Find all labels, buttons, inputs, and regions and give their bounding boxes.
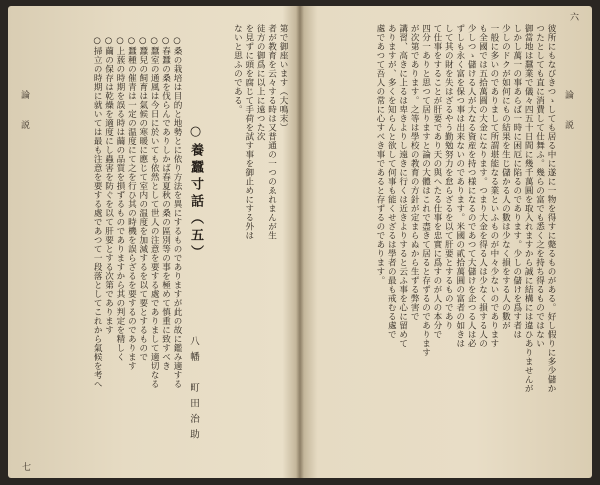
- text-line: 御當地は蠶業で儀々四五十日間に幾千萬圓を取入れますから誠に結構には違ひありませんが: [523, 24, 534, 393]
- text-line: て仕事をすることが肝要であり天の與へたる仕事を忠實に爲すのが人の本分で: [431, 24, 442, 339]
- text-line: 四分一ありと思つて居りますと論の大體はこれで盡きて居ると存ずるのであります: [420, 24, 431, 357]
- right-page-body: [314, 24, 556, 464]
- text-line: ○春蠶の桑を伐らんでありしかば春夏秋の桑の區別等の事を極めて慎重に致すべき: [160, 36, 171, 371]
- book-spread: [8, 6, 592, 478]
- left-page-preceding-text: [208, 24, 288, 244]
- text-line: 少しつゝ儲ける人が大なる資産を持つ様になるのであつて大儲けを企つる人は必: [466, 24, 477, 348]
- text-line: ○蠶種の催青は一定の温度にて之を行ひ其の時機を誤らざるを要するのであります: [126, 36, 137, 371]
- left-page: [8, 6, 300, 478]
- text-line: しかし萬一の事あらば一時に困厄に陷るのであります。少しの儲けを爲す者は: [511, 24, 522, 339]
- text-line: ずしも永く富を保つ事は出来ないのであります。米國の貳拾萬圓の富者の如きは: [454, 24, 465, 348]
- text-line: 者が教育を云々する時は又普通の一つのゑれまんが生徒方の御爲に以上に遠つた次: [255, 24, 277, 240]
- text-line: して其の財を失はざるやう勤勉努力を怠らざるを以て肝要とするものであり: [443, 24, 454, 330]
- article-title: ○養蠶寸話（五）: [188, 124, 203, 262]
- text-line: つたとしても直に消費して仕舞ふ。幾らの富でも悉く之を持ち得るものではない: [534, 24, 545, 348]
- text-line: も全國では五拾萬圓の大金になります。つまり大金を得る人は少なく損する人の: [477, 24, 488, 348]
- text-line: 少しのドクが如何にもの結果を生じ儲かる人の數は少なく損をする人の數が: [500, 24, 511, 330]
- text-line: ○上蔟の時期を誤る時は繭の品質を損ずるものでありますから其の判定を精しく: [114, 36, 125, 362]
- text-line: ○蠶兒の飼育は氣候の寒暖に應じて室内の温度を加減するを以て要とするもので: [137, 36, 148, 362]
- page-number-left: 七: [22, 463, 32, 473]
- right-page: [300, 6, 592, 478]
- text-line: が次第であります。之等は學校の教育の方針が定まらぬから生ずる弊害で: [409, 24, 420, 321]
- text-line: ○掃立の時期に就いては最も注意を要する處であつて一段落としてこれから氣候を考へ: [92, 36, 103, 389]
- text-line: 處であつて吾人の常に心すべき事であると存ずるのであります。: [374, 24, 385, 285]
- left-page-body: [40, 36, 182, 466]
- text-line: 一般に多いのでありまして所謂堪能なる業といふものが中々少ないのであります: [488, 24, 499, 348]
- running-title-left: 論 説: [19, 90, 29, 135]
- text-line: 彼所にもなびきつゝしても居る中に遂に一物を得すに斃るものがある。好し假りに多少儲か: [546, 24, 556, 393]
- text-line: ○繭の保存は乾燥を適度にし蟲害を防ぐを以て肝要とする次第であります: [103, 36, 114, 335]
- page-number-right: 六: [570, 13, 580, 23]
- text-line: ありますが、多くを知らんと欲して何事も能くせざるは學者の最も戒むる處で: [386, 24, 397, 339]
- text-line: 第で御座います（大鳴末）: [278, 24, 288, 132]
- article-author: 八幡 町田治助: [188, 336, 199, 445]
- text-line: を見ずに頭を腐じて手荷を試す事を御止めにする外はないと思ふのである。: [232, 24, 254, 240]
- text-line: ○蠶室の通風は今日に於いても依然として世人の注意を要する處でありまして適切なる: [149, 36, 160, 389]
- text-line: 講習、高きに上るは卑きよりし遠きに行くは近きよりすると云ふ事を心に留めて: [397, 24, 408, 348]
- text-line: ○桑の栽培は目的と地勢とに依り方法を異にするものでありますが此の故に鑑み適する: [172, 36, 182, 389]
- running-title-right: 論 説: [563, 90, 573, 135]
